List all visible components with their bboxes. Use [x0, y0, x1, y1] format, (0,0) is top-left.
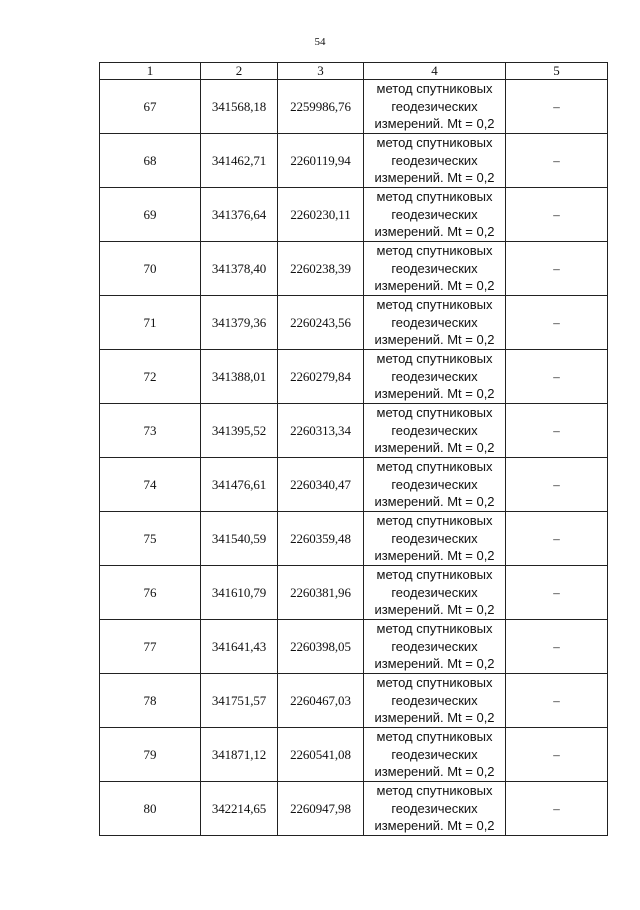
table-row [100, 404, 608, 458]
table-row [100, 674, 608, 728]
coordinate-y: 2259986,76 [278, 80, 364, 134]
method-line: измерений. Mt = 0,2 [374, 818, 495, 834]
method-line: геодезических [391, 314, 478, 330]
table-row [100, 458, 608, 512]
method-line: метод спутниковых [376, 81, 493, 97]
coordinate-x: 341378,40 [201, 242, 278, 296]
point-number: 73 [100, 404, 201, 458]
coordinate-y: 2260467,03 [278, 674, 364, 728]
point-number: 78 [100, 674, 201, 728]
table-body [100, 80, 608, 836]
coordinate-x: 341751,57 [201, 674, 278, 728]
coordinate-y: 2260238,39 [278, 242, 364, 296]
method-line: метод спутниковых [376, 405, 493, 421]
point-number: 72 [100, 350, 201, 404]
coordinate-y: 2260359,48 [278, 512, 364, 566]
method-description [364, 134, 506, 188]
method-line: измерений. Mt = 0,2 [374, 332, 495, 348]
point-number: 79 [100, 728, 201, 782]
table-row [100, 134, 608, 188]
method-description [364, 728, 506, 782]
point-number: 75 [100, 512, 201, 566]
note-dash: – [506, 674, 608, 728]
method-line: метод спутниковых [376, 621, 493, 637]
method-line: метод спутниковых [376, 783, 493, 799]
method-line: геодезических [391, 746, 478, 762]
method-line: метод спутниковых [376, 351, 493, 367]
table-row [100, 80, 608, 134]
coordinate-x: 341540,59 [201, 512, 278, 566]
method-line: геодезических [391, 584, 478, 600]
method-line: измерений. Mt = 0,2 [374, 710, 495, 726]
method-line: метод спутниковых [376, 675, 493, 691]
header-row [100, 63, 608, 80]
header-col-1: 1 [100, 63, 201, 80]
page-number: 54 [314, 36, 326, 48]
method-description [364, 512, 506, 566]
method-line: метод спутниковых [376, 513, 493, 529]
point-number: 76 [100, 566, 201, 620]
method-line: геодезических [391, 800, 478, 816]
method-line: метод спутниковых [376, 297, 493, 313]
coordinate-x: 341641,43 [201, 620, 278, 674]
method-line: геодезических [391, 260, 478, 276]
method-line: метод спутниковых [376, 189, 493, 205]
method-line: метод спутниковых [376, 729, 493, 745]
table-row [100, 728, 608, 782]
note-dash: – [506, 188, 608, 242]
note-dash: – [506, 350, 608, 404]
coordinate-y: 2260313,34 [278, 404, 364, 458]
method-description [364, 458, 506, 512]
note-dash: – [506, 296, 608, 350]
header-col-4: 4 [364, 63, 506, 80]
table-row [100, 296, 608, 350]
point-number: 67 [100, 80, 201, 134]
method-line: измерений. Mt = 0,2 [374, 170, 495, 186]
coordinate-y: 2260119,94 [278, 134, 364, 188]
coordinate-y: 2260340,47 [278, 458, 364, 512]
header-col-3: 3 [278, 63, 364, 80]
point-number: 74 [100, 458, 201, 512]
coordinate-x: 341462,71 [201, 134, 278, 188]
note-dash: – [506, 458, 608, 512]
method-line: метод спутниковых [376, 243, 493, 259]
coordinate-y: 2260381,96 [278, 566, 364, 620]
method-description [364, 350, 506, 404]
method-description [364, 80, 506, 134]
note-dash: – [506, 620, 608, 674]
table-row [100, 350, 608, 404]
note-dash: – [506, 512, 608, 566]
method-line: измерений. Mt = 0,2 [374, 764, 495, 780]
coordinate-x: 341379,36 [201, 296, 278, 350]
coordinate-x: 341476,61 [201, 458, 278, 512]
table-row [100, 620, 608, 674]
table-row [100, 188, 608, 242]
method-line: геодезических [391, 476, 478, 492]
note-dash: – [506, 242, 608, 296]
coordinate-x: 341610,79 [201, 566, 278, 620]
method-line: измерений. Mt = 0,2 [374, 278, 495, 294]
note-dash: – [506, 782, 608, 836]
table-row [100, 512, 608, 566]
method-description [364, 620, 506, 674]
note-dash: – [506, 134, 608, 188]
method-line: метод спутниковых [376, 135, 493, 151]
method-line: геодезических [391, 692, 478, 708]
point-number: 77 [100, 620, 201, 674]
method-line: измерений. Mt = 0,2 [374, 224, 495, 240]
point-number: 69 [100, 188, 201, 242]
coordinate-x: 341871,12 [201, 728, 278, 782]
method-line: геодезических [391, 206, 478, 222]
coordinate-y: 2260947,98 [278, 782, 364, 836]
method-description [364, 296, 506, 350]
method-line: измерений. Mt = 0,2 [374, 548, 495, 564]
coordinate-y: 2260541,08 [278, 728, 364, 782]
method-line: геодезических [391, 98, 478, 114]
coordinate-y: 2260279,84 [278, 350, 364, 404]
method-line: измерений. Mt = 0,2 [374, 116, 495, 132]
method-description [364, 782, 506, 836]
coordinate-x: 341376,64 [201, 188, 278, 242]
coordinate-x: 341568,18 [201, 80, 278, 134]
method-description [364, 242, 506, 296]
coordinates-table [99, 62, 608, 836]
method-line: геодезических [391, 638, 478, 654]
note-dash: – [506, 728, 608, 782]
method-line: измерений. Mt = 0,2 [374, 440, 495, 456]
coordinate-x: 341388,01 [201, 350, 278, 404]
method-description [364, 404, 506, 458]
table-row [100, 242, 608, 296]
point-number: 68 [100, 134, 201, 188]
method-line: измерений. Mt = 0,2 [374, 656, 495, 672]
method-line: геодезических [391, 368, 478, 384]
header-col-5: 5 [506, 63, 608, 80]
method-line: измерений. Mt = 0,2 [374, 494, 495, 510]
method-line: геодезических [391, 422, 478, 438]
note-dash: – [506, 80, 608, 134]
table-row [100, 566, 608, 620]
coordinate-x: 341395,52 [201, 404, 278, 458]
coordinate-x: 342214,65 [201, 782, 278, 836]
coordinate-y: 2260230,11 [278, 188, 364, 242]
method-line: геодезических [391, 530, 478, 546]
note-dash: – [506, 566, 608, 620]
method-description [364, 566, 506, 620]
header-col-2: 2 [201, 63, 278, 80]
point-number: 70 [100, 242, 201, 296]
method-description [364, 188, 506, 242]
point-number: 80 [100, 782, 201, 836]
method-line: измерений. Mt = 0,2 [374, 602, 495, 618]
method-line: геодезических [391, 152, 478, 168]
method-line: метод спутниковых [376, 459, 493, 475]
method-line: метод спутниковых [376, 567, 493, 583]
note-dash: – [506, 404, 608, 458]
method-description [364, 674, 506, 728]
table-row [100, 782, 608, 836]
point-number: 71 [100, 296, 201, 350]
coordinate-y: 2260243,56 [278, 296, 364, 350]
coordinate-y: 2260398,05 [278, 620, 364, 674]
method-line: измерений. Mt = 0,2 [374, 386, 495, 402]
